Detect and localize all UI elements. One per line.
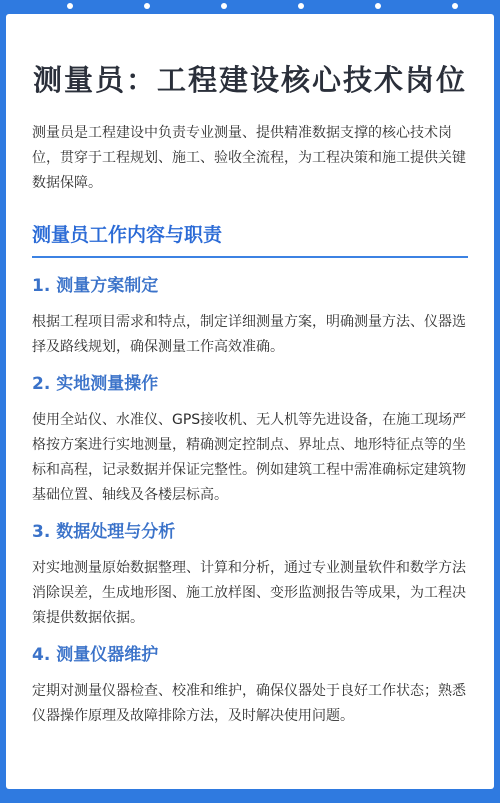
dot-decoration (144, 3, 150, 9)
item-text-field: 使用全站仪、水准仪、GPS接收机、无人机等先进设备，在施工现场严格按方案进行实地测量，精确测定控制点、界址点、地形特征点等的坐标和高程，记录数据并保证完整性。例如建筑工程中需准确标定建筑物基础位置、轴线及各楼层标高。 (32, 412, 467, 503)
article-card (6, 14, 494, 789)
item-heading-maintenance: 4. 测量仪器维护 (32, 645, 159, 665)
dot-decoration (375, 3, 381, 9)
section-title: 测量员工作内容与职责 (32, 220, 468, 258)
item-text-data: 对实地测量原始数据整理、计算和分析，通过专业测量软件和数学方法消除误差，生成地形图、施工放样图、变形监测报告等成果，为工程决策提供数据依据。 (32, 560, 466, 626)
dot-decoration (221, 3, 227, 9)
dot-decoration (298, 3, 304, 9)
item-text-maintenance: 定期对测量仪器检查、校准和维护，确保仪器处于良好工作状态；熟悉仪器操作原理及故障排除方法，及时解决使用问题。 (32, 683, 466, 724)
dot-decoration (452, 3, 458, 9)
item-heading-field: 2. 实地测量操作 (32, 374, 159, 394)
page-title: 测量员：工程建设核心技术岗位 (32, 63, 467, 97)
top-decoration (0, 0, 500, 14)
item-heading-plan: 1. 测量方案制定 (32, 276, 159, 296)
item-text-plan: 根据工程项目需求和特点，制定详细测量方案，明确测量方法、仪器选择及路线规划，确保测量工作高效准确。 (32, 314, 466, 355)
dot-decoration (67, 3, 73, 9)
item-heading-data: 3. 数据处理与分析 (32, 522, 176, 542)
intro-paragraph: 测量员是工程建设中负责专业测量、提供精准数据支撑的核心技术岗位，贯穿于工程规划、施工、验收全流程，为工程决策和施工提供关键数据保障。 (32, 125, 466, 191)
